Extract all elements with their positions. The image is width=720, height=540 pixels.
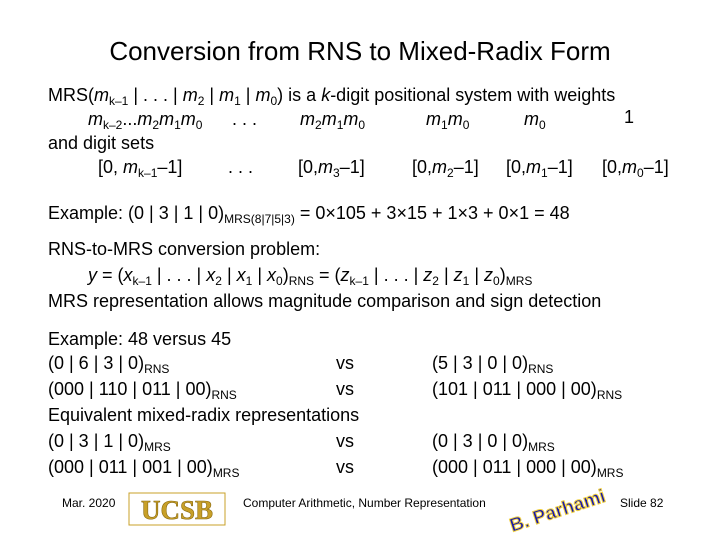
problem-heading: RNS-to-MRS conversion problem: [48,239,321,259]
mrs-definition-line: $MRS(m_{k-1}$ | . . . | $m_2$ | $m_1$ | $m_0$) is a k-digit positional system with weights [48,85,616,108]
ucsb-logo [128,492,226,526]
slide-title: Conversion from RNS to Mixed-Radix Form [109,36,611,66]
digit-set-m1: $[0,m_1-1]$ [506,157,573,180]
ex2-right-2: (101 | 011 | 000 | $00)_{RNS}$ [432,379,623,402]
weight-m2m1m0: $m_2m_1m_0$ [300,109,366,132]
weight-leading: $m_{k-2}...m_2m_1m_0$ [88,109,203,132]
svg-text:UCSB: UCSB [140,495,214,525]
ex2-vs-4: vs [336,457,354,477]
weight-one: 1 [624,107,635,127]
equiv-label: Equivalent mixed-radix representations [48,405,360,425]
digit-set-m3: $[0,m_3-1]$ [298,157,365,180]
author-logo [507,486,609,537]
ex2-right-3: (0 | 3 | 0 | $0)_{MRS}$ [432,431,555,454]
ex2-vs-3: vs [336,431,354,451]
digit-set-ellipsis: . . . [228,157,254,177]
svg-text:B. Parhami: B. Parhami [507,486,609,537]
digit-sets-label: and digit sets [48,133,155,153]
ex2-left-3: (0 | 3 | 1 | $0)_{MRS}$ [48,431,171,454]
weight-m0: $m_0$ [524,109,546,132]
ex2-vs-2: vs [336,379,354,399]
digit-set-m2: $[0,m_2-1]$ [412,157,479,180]
ex2-left-4: (000 | 011 | 001 | $00)_{MRS}$ [48,457,240,480]
footer-center-text: Computer Arithmetic, Number Representation [243,496,486,510]
footer-date: Mar. 2020 [62,496,116,510]
problem-note: MRS representation allows magnitude comparison and sign detection [48,291,602,311]
example2-heading: Example: 48 versus 45 [48,329,232,349]
weight-ellipsis: . . . [232,109,258,129]
weight-m1m0: $m_1m_0$ [426,109,470,132]
slide-number: Slide 82 [620,496,664,510]
ex2-left-2: (000 | 110 | 011 | $00)_{RNS}$ [48,379,237,402]
ex2-right-1: (5 | 3 | 0 | $0)_{RNS}$ [432,353,554,376]
problem-equation: $y = (x_{k-1}$ | . . . | $x_2$ | $x_1$ | $x_0)_{RNS} = (z_{k-1}$ | . . . | $z_2$ | $z_1$ | $z_0)_{MRS}$ [88,265,533,288]
ex2-left-1: (0 | 6 | 3 | $0)_{RNS}$ [48,353,170,376]
digit-set-m0: $[0,m_0-1]$ [602,157,669,180]
digit-set-k1: [0, $m_{k-1}-1$] [98,157,183,180]
ex2-vs-1: vs [336,353,354,373]
example-mrs-value: Example: (0 | 3 | 1 | $0)_{MRS(8|7|5|3)} = 0\times 105 + 3\times 15 + 1\times 3 + 0\times 1 = 48$ [48,203,570,226]
ex2-right-4: (000 | 011 | 000 | $00)_{MRS}$ [432,457,624,480]
